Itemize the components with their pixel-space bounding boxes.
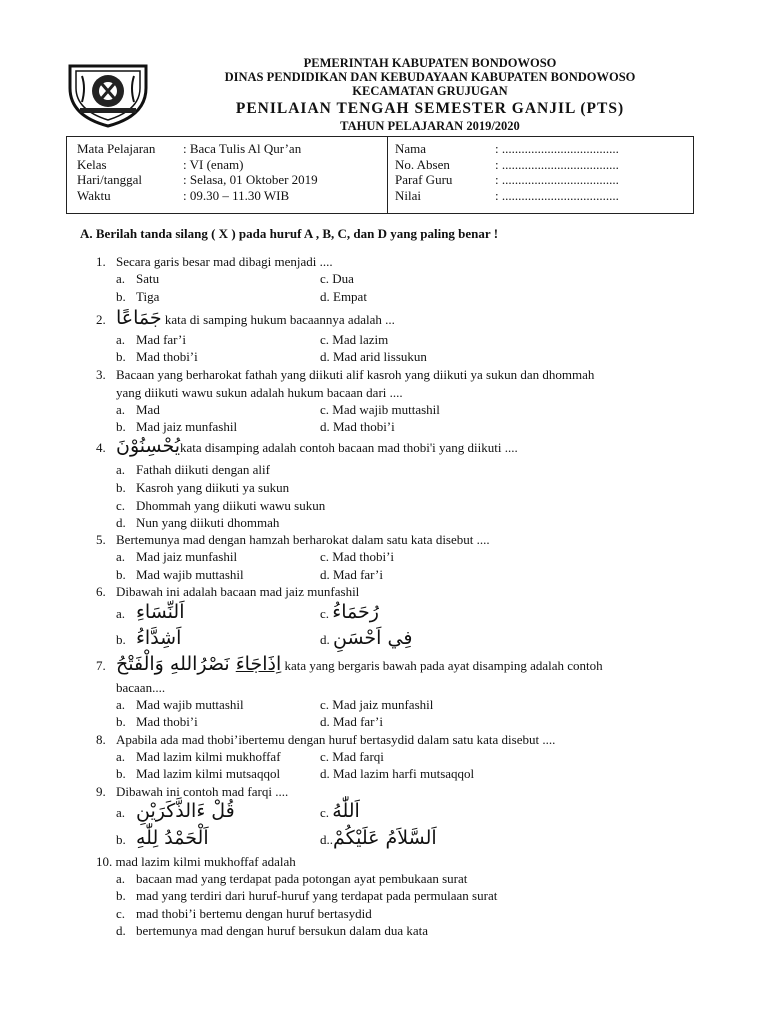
option-text: Mad far’i	[136, 332, 186, 347]
option-text: Mad wajib muttashil	[136, 567, 244, 582]
government-line: PEMERINTAH KABUPATEN BONDOWOSO	[303, 56, 557, 70]
option-letter: d..	[320, 832, 333, 847]
option-c[interactable]	[116, 497, 325, 514]
option-d[interactable]: d. Mad far’i	[320, 567, 383, 582]
option-letter: b.	[116, 567, 126, 582]
question-number: 6.	[96, 584, 106, 599]
identity-box	[66, 136, 694, 214]
option-a[interactable]	[116, 331, 186, 348]
paraf-row	[395, 172, 619, 188]
option-b[interactable]	[116, 288, 159, 305]
option-letter: d.	[320, 632, 330, 647]
option-b[interactable]	[116, 479, 289, 496]
option-d[interactable]: d. Mad arid lissukun	[320, 349, 427, 364]
option-arabic: اَشِدَّاءُ	[136, 627, 182, 649]
arabic-verse	[116, 653, 281, 675]
question-text: Bacaan yang berharokat fathah yang diikuti alif kasroh yang diikuti ya sukun dan dhommah	[116, 367, 595, 382]
option-letter: d.	[116, 923, 126, 938]
option-letter: c.	[320, 606, 330, 621]
option-letter: a.	[116, 549, 126, 564]
option-letter: a.	[116, 871, 126, 886]
date-row	[77, 172, 318, 188]
option-arabic: اَلنِّسَاءِ	[136, 601, 185, 623]
subject-value: : Baca Tulis Al Qur’an	[183, 141, 302, 156]
question-number: 8.	[96, 732, 106, 747]
option-a[interactable]	[116, 270, 159, 287]
option-d[interactable]	[320, 827, 437, 849]
option-letter: b.	[116, 419, 126, 434]
absen-row	[395, 157, 619, 173]
option-text: Mad jaiz munfashil	[136, 549, 238, 564]
underlined-word: اِذَاجَاءَ	[235, 653, 282, 675]
option-b[interactable]	[116, 887, 497, 904]
question-2	[96, 307, 395, 329]
question-text: Apabila ada mad thobi’ibertemu dengan huruf bertasydid dalam satu kata disebut ....	[116, 732, 556, 747]
option-arabic: اَلْحَمْدُ لِلّٰهِ	[136, 827, 209, 849]
department-line: DINAS PENDIDIKAN DAN KEBUDAYAAN KABUPATEN BONDOWOSO	[224, 70, 636, 84]
nilai-field[interactable]: : ....................................	[495, 187, 619, 203]
question-text: kata disamping adalah contoh bacaan mad thobi'i yang diikuti ....	[180, 440, 518, 455]
question-text: kata di samping hukum bacaannya adalah ...	[164, 312, 395, 327]
option-text: Satu	[136, 271, 160, 286]
document-header	[150, 56, 710, 134]
subject-row	[77, 141, 318, 157]
option-b[interactable]	[116, 827, 209, 849]
paraf-field[interactable]: : ....................................	[495, 172, 619, 187]
option-letter: a.	[116, 697, 126, 712]
option-text: Mad lazim kilmi mukhoffaf	[136, 749, 281, 764]
option-c[interactable]: c. Mad wajib muttashil	[320, 402, 440, 417]
name-field[interactable]: : ....................................	[495, 141, 619, 156]
student-info	[395, 141, 619, 203]
option-d[interactable]: d. Mad thobi’i	[320, 419, 395, 434]
question-number: 2.	[96, 312, 106, 327]
absen-field[interactable]: : ....................................	[495, 156, 619, 172]
question-10	[96, 853, 296, 870]
question-number: 7.	[96, 658, 106, 673]
option-c[interactable]	[320, 800, 360, 822]
date-label: Hari/tanggal	[77, 172, 142, 187]
question-1	[96, 253, 333, 270]
option-text: Dhommah yang diikuti wawu sukun	[136, 498, 326, 513]
option-b[interactable]	[116, 627, 182, 649]
question-9	[96, 783, 288, 800]
option-a[interactable]	[116, 696, 244, 713]
option-d[interactable]: d. Mad lazim harfi mutsaqqol	[320, 766, 475, 781]
question-8	[96, 731, 555, 748]
question-text: Dibawah ini adalah bacaan mad jaiz munfashil	[116, 584, 360, 599]
absen-label: No. Absen	[395, 156, 450, 172]
option-c[interactable]: c. Mad lazim	[320, 332, 389, 347]
question-text: kata yang bergaris bawah pada ayat disamping adalah contoh	[284, 658, 603, 673]
time-row	[77, 188, 318, 204]
exam-info	[77, 141, 318, 203]
option-d[interactable]	[116, 514, 279, 531]
question-5	[96, 531, 490, 548]
option-letter: a.	[116, 606, 126, 621]
option-letter: b.	[116, 289, 126, 304]
question-number: 9.	[96, 784, 106, 799]
option-c[interactable]	[320, 601, 379, 623]
option-letter: b.	[116, 714, 126, 729]
option-letter: b.	[116, 888, 126, 903]
option-b[interactable]	[116, 348, 198, 365]
option-a[interactable]	[116, 870, 467, 887]
class-value: : VI (enam)	[183, 156, 244, 172]
option-letter: a.	[116, 271, 126, 286]
class-row	[77, 157, 318, 173]
class-label: Kelas	[77, 156, 107, 172]
option-b[interactable]	[116, 418, 237, 435]
option-a[interactable]	[116, 601, 185, 623]
question-3	[96, 366, 594, 383]
exam-title: PENILAIAN TENGAH SEMESTER GANJIL (PTS)	[235, 100, 625, 117]
option-letter: a.	[116, 462, 126, 477]
option-b[interactable]	[116, 713, 198, 730]
option-letter: b.	[116, 480, 126, 495]
option-text: Tiga	[136, 289, 160, 304]
option-arabic: فِي اَحْسَنِ	[333, 627, 413, 649]
option-a[interactable]	[116, 748, 281, 765]
option-text: bacaan mad yang terdapat pada potongan ayat pembukaan surat	[136, 871, 468, 886]
option-text: Mad wajib muttashil	[136, 697, 244, 712]
option-letter: c.	[116, 498, 126, 513]
question-number: 4.	[96, 440, 106, 455]
arabic-word: يُحْسِنُوْنَ	[116, 435, 181, 457]
option-text: Fathah diikuti dengan alif	[136, 462, 270, 477]
academic-year: TAHUN PELAJARAN 2019/2020	[340, 119, 520, 133]
option-d[interactable]: d. Mad far’i	[320, 714, 383, 729]
option-arabic: اَللّٰهُ	[332, 800, 360, 822]
option-letter: d.	[116, 515, 126, 530]
option-a[interactable]	[116, 461, 270, 478]
name-label: Nama	[395, 141, 427, 156]
option-c[interactable]: c. Mad farqi	[320, 749, 384, 764]
time-label: Waktu	[77, 187, 111, 203]
question-7-continued: bacaan....	[116, 680, 166, 695]
option-arabic: رُحَمَاءُ	[332, 601, 379, 623]
option-a[interactable]	[116, 548, 237, 565]
district-line: KECAMATAN GRUJUGAN	[352, 84, 508, 98]
option-arabic: قُلْ ءَالذَّكَرَيْنِ	[136, 800, 235, 822]
question-number: 3.	[96, 367, 106, 382]
option-c[interactable]: c. Mad thobi’i	[320, 549, 395, 564]
option-text: Mad lazim kilmi mutsaqqol	[136, 766, 281, 781]
question-text: Bertemunya mad dengan hamzah berharokat dalam satu kata disebut ....	[116, 532, 490, 547]
option-text: Nun yang diikuti dhommah	[136, 515, 280, 530]
option-letter: a.	[116, 805, 126, 820]
option-text: mad thobi’i bertemu dengan huruf bertasydid	[136, 906, 372, 921]
option-letter: c.	[116, 906, 126, 921]
option-b[interactable]	[116, 765, 280, 782]
option-letter: b.	[116, 832, 126, 847]
option-a[interactable]	[116, 800, 235, 822]
option-text: mad yang terdiri dari huruf-huruf yang terdapat pada permulaan surat	[136, 888, 498, 903]
option-text: Mad	[136, 402, 160, 417]
question-text: Dibawah ini contoh mad farqi ....	[116, 784, 289, 799]
option-d[interactable]	[320, 627, 413, 649]
option-letter: b.	[116, 349, 126, 364]
question-4	[96, 435, 518, 457]
question-number: 5.	[96, 532, 106, 547]
option-text: Mad thobi’i	[136, 714, 198, 729]
option-d[interactable]: d. Empat	[320, 289, 367, 304]
verse-rest: نَصْرُاللهِ وَالْفَتْحُ	[116, 653, 230, 675]
subject-label: Mata Pelajaran	[77, 141, 156, 156]
arabic-word: جَمَاعًا	[116, 307, 162, 329]
option-c[interactable]: c. Mad jaiz munfashil	[320, 697, 434, 712]
time-value: : 09.30 – 11.30 WIB	[183, 187, 290, 203]
question-text: Secara garis besar mad dibagi menjadi ....	[116, 254, 333, 269]
option-d[interactable]	[116, 922, 428, 939]
name-row	[395, 141, 619, 157]
option-letter: c.	[320, 805, 330, 820]
option-c[interactable]: c. Dua	[320, 271, 354, 286]
option-arabic: اَلسَّلاَمُ عَلَيْكُمْ	[333, 827, 437, 849]
option-letter: b.	[116, 766, 126, 781]
identity-divider	[387, 137, 388, 213]
regency-emblem-icon	[66, 58, 150, 128]
option-text: bertemunya mad dengan huruf bersukun dalam dua kata	[136, 923, 429, 938]
option-letter: a.	[116, 402, 126, 417]
option-text: Mad thobi’i	[136, 349, 198, 364]
option-letter: a.	[116, 749, 126, 764]
question-text: mad lazim kilmi mukhoffaf adalah	[115, 854, 296, 869]
question-7	[96, 653, 603, 675]
option-text: Kasroh yang diikuti ya sukun	[136, 480, 290, 495]
option-a[interactable]	[116, 401, 160, 418]
question-6	[96, 583, 359, 600]
paraf-label: Paraf Guru	[395, 172, 453, 187]
date-value: : Selasa, 01 Oktober 2019	[183, 172, 318, 187]
question-3-continued: yang diikuti wawu sukun adalah hukum bacaan dari ....	[116, 385, 403, 400]
option-letter: b.	[116, 632, 126, 647]
nilai-row	[395, 188, 619, 204]
option-c[interactable]	[116, 905, 372, 922]
instruction: A. Berilah tanda silang ( X ) pada huruf A , B, C, dan D yang paling benar !	[80, 226, 499, 241]
option-text: Mad jaiz munfashil	[136, 419, 238, 434]
option-b[interactable]	[116, 566, 244, 583]
nilai-label: Nilai	[395, 187, 421, 203]
question-number: 1.	[96, 254, 106, 269]
option-letter: a.	[116, 332, 126, 347]
question-number: 10.	[96, 854, 113, 869]
